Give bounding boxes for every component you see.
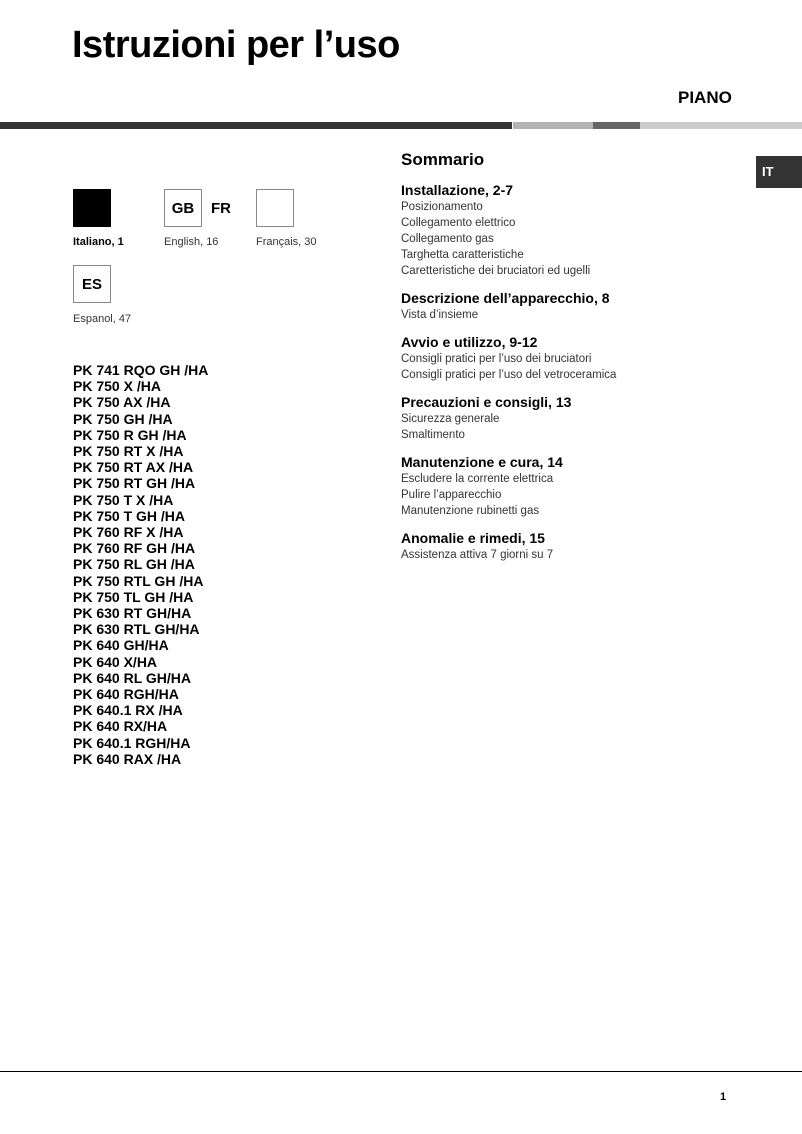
model-item: PK 750 RT GH /HA (73, 475, 196, 492)
header-bar-pale (640, 122, 802, 129)
toc-item[interactable]: Consigli pratici per l’uso dei bruciatori (401, 353, 592, 365)
page-number: 1 (720, 1091, 727, 1103)
toc-section (401, 290, 731, 323)
model-item: PK 760 RF GH /HA (73, 540, 196, 557)
model-item: PK 750 RT X /HA (73, 443, 184, 460)
model-item: PK 750 RTL GH /HA (73, 572, 204, 589)
toc-section (401, 334, 731, 383)
flag-es[interactable] (73, 265, 111, 303)
model-item: PK 750 RL GH /HA (73, 556, 195, 573)
toc-section-title[interactable]: Avvio e utilizzo, 9-12 (401, 334, 538, 350)
model-item: PK 750 TL GH /HA (73, 588, 194, 605)
model-item: PK 750 GH /HA (73, 410, 173, 427)
toc-item[interactable]: Pulire l’apparecchio (401, 489, 502, 501)
toc-heading: Sommario (401, 150, 485, 169)
flag-fr[interactable] (256, 189, 294, 227)
model-item: PK 640 RL GH/HA (73, 669, 191, 686)
toc-section (401, 454, 731, 519)
flag-it[interactable] (73, 189, 111, 227)
model-item: PK 741 RQO GH /HA (73, 362, 209, 378)
model-item: PK 640.1 RX /HA (73, 702, 183, 719)
flag-gb[interactable] (164, 189, 202, 227)
model-item: PK 750 RT AX /HA (73, 459, 194, 476)
toc-item[interactable]: Assistenza attiva 7 giorni su 7 (401, 549, 554, 561)
model-item: PK 640.1 RGH/HA (73, 734, 191, 751)
model-item: PK 640 X/HA (73, 653, 158, 670)
toc-item[interactable]: Escludere la corrente elettrica (401, 473, 554, 485)
toc-section-title[interactable]: Anomalie e rimedi, 15 (401, 530, 545, 546)
page-title: Istruzioni per l’uso (72, 24, 400, 66)
model-list (73, 362, 208, 767)
toc-section-title[interactable]: Precauzioni e consigli, 13 (401, 394, 572, 410)
model-item: PK 750 R GH /HA (73, 426, 187, 443)
toc-item[interactable]: Manutenzione rubinetti gas (401, 505, 540, 517)
toc-item[interactable]: Consigli pratici per l’uso del vetroceramica (401, 369, 617, 381)
header-bar-light (513, 122, 593, 129)
language-tab-it: IT (756, 156, 802, 188)
toc-section-title[interactable]: Descrizione dell’apparecchio, 8 (401, 290, 610, 306)
lang-it-label[interactable]: Italiano, 1 (73, 236, 124, 248)
toc-item[interactable]: Vista d’insieme (401, 309, 479, 321)
es-code: ES (81, 275, 102, 293)
footer-rule (0, 1071, 802, 1072)
header-bar-dark (0, 122, 512, 129)
toc-item[interactable]: Collegamento elettrico (401, 217, 516, 229)
toc-item[interactable]: Targhetta caratteristiche (401, 249, 524, 261)
header-bar-mid (593, 122, 640, 129)
fr-code[interactable]: FR (211, 200, 231, 217)
toc-item[interactable]: Caretteristiche dei bruciatori ed ugelli (401, 265, 591, 277)
table-of-contents (401, 150, 731, 574)
model-item: PK 750 T GH /HA (73, 507, 186, 524)
toc-item[interactable]: Collegamento gas (401, 233, 494, 245)
gb-code: GB (171, 199, 195, 217)
toc-section-title[interactable]: Installazione, 2-7 (401, 182, 514, 198)
model-item: PK 640 RAX /HA (73, 750, 182, 767)
lang-fr-label[interactable]: Français, 30 (256, 236, 317, 248)
model-item: PK 630 RTL GH/HA (73, 621, 200, 638)
lang-gb-label[interactable]: English, 16 (164, 236, 219, 248)
toc-item[interactable]: Sicurezza generale (401, 413, 500, 425)
model-item: PK 750 X /HA (73, 378, 161, 395)
toc-section-title[interactable]: Manutenzione e cura, 14 (401, 454, 563, 470)
toc-section (401, 182, 731, 279)
model-item: PK 750 AX /HA (73, 394, 171, 411)
model-item: PK 640 RX/HA (73, 718, 168, 735)
toc-section (401, 530, 731, 563)
toc-section (401, 394, 731, 443)
model-item: PK 640 RGH/HA (73, 686, 179, 703)
lang-es-label[interactable]: Espanol, 47 (73, 313, 132, 325)
toc-item[interactable]: Posizionamento (401, 201, 483, 213)
model-item: PK 750 T X /HA (73, 491, 174, 508)
model-item: PK 640 GH/HA (73, 637, 169, 654)
model-item: PK 760 RF X /HA (73, 524, 184, 541)
toc-item[interactable]: Smaltimento (401, 429, 465, 441)
product-category: PIANO (678, 88, 732, 107)
model-item: PK 630 RT GH/HA (73, 605, 192, 622)
